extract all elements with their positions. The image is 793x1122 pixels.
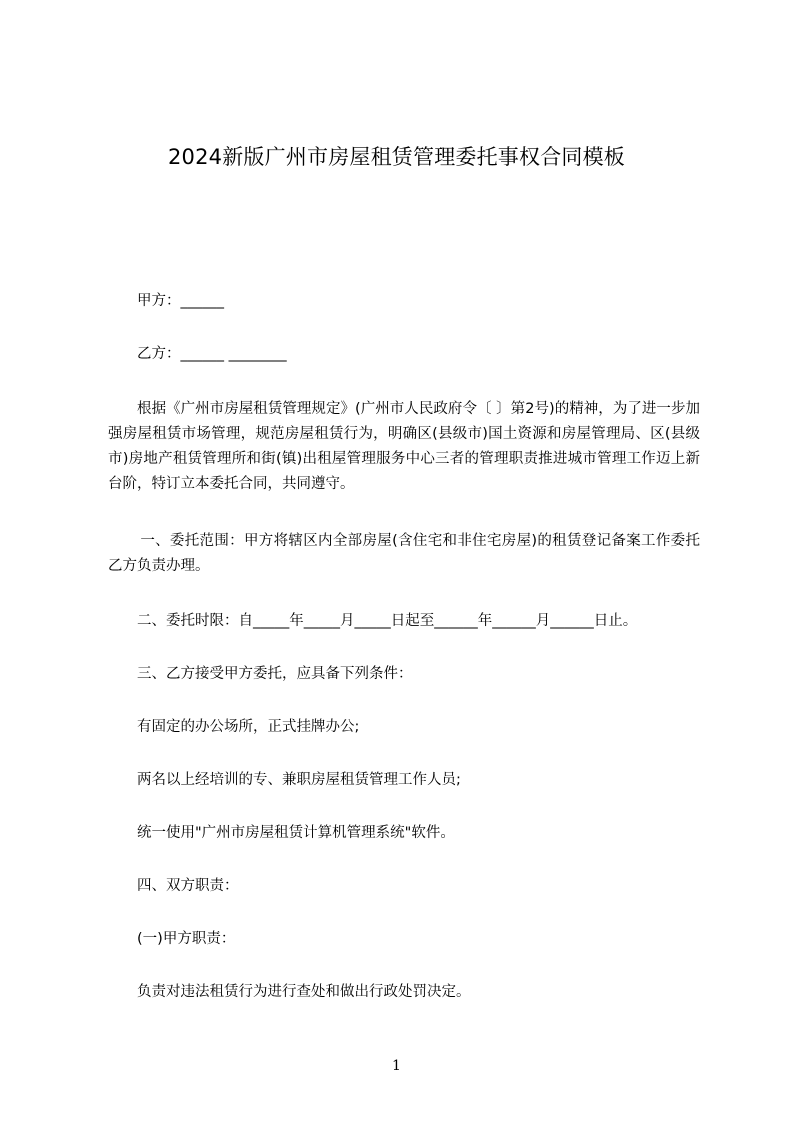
preamble-paragraph bbox=[108, 397, 700, 497]
party-b-line: 乙方：______ ________ bbox=[137, 346, 287, 362]
clause-scope-paragraph bbox=[108, 529, 700, 579]
party-a-duty-item: 负责对违法租赁行为进行查处和做出行政处罚决定。 bbox=[137, 984, 471, 1000]
condition-item-software: 统一使用"广州市房屋租赁计算机管理系统"软件。 bbox=[137, 825, 455, 841]
page-number: 1 bbox=[392, 1058, 401, 1074]
sub-clause-party-a-duties: (一)甲方职责： bbox=[137, 931, 236, 947]
condition-item-staff: 两名以上经培训的专、兼职房屋租赁管理工作人员; bbox=[137, 772, 461, 788]
document-title: 2024新版广州市房屋租赁管理委托事权合同模板 bbox=[167, 145, 626, 169]
preamble-text: 根据《广州市房屋租赁管理规定》(广州市人民政府令〔 〕第2号)的精神，为了进一步加强房屋租赁市场管理，规范房屋租赁行为，明确区(县级市)国土资源和房屋管理局、区(县级市)房地产租赁管理所和街(镇)出租屋管理服务中心三者的管理职责推进城市管理工作迈上新台阶，特订立本委托合同，共同遵守。 bbox=[108, 401, 700, 492]
clause-scope-text: 一、委托范围：甲方将辖区内全部房屋(含住宅和非住宅房屋)的租赁登记备案工作委托乙方负责办理。 bbox=[108, 533, 700, 574]
clause-duties-heading: 四、双方职责： bbox=[137, 878, 239, 894]
clause-term-line: 二、委托时限：自_____年_____月_____日起至______年______月______日止。 bbox=[137, 613, 638, 629]
clause-conditions-heading: 三、乙方接受甲方委托，应具备下列条件： bbox=[137, 666, 413, 682]
condition-item-office: 有固定的办公场所，正式挂牌办公; bbox=[137, 719, 360, 735]
party-a-line: 甲方：______ bbox=[137, 293, 224, 309]
